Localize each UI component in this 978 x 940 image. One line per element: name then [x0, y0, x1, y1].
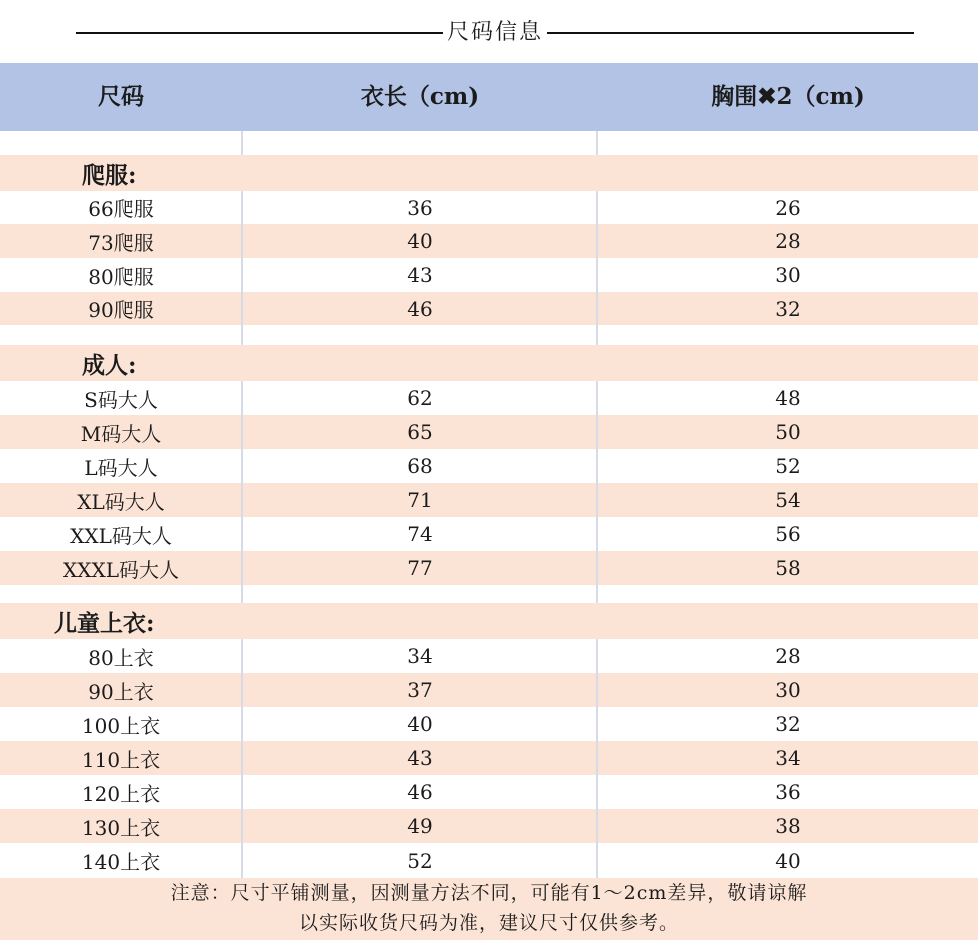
- chest-cell: 26: [775, 195, 801, 220]
- size-cell: 90上衣: [88, 679, 154, 704]
- spacer-row: [0, 585, 978, 603]
- chest-cell: 28: [775, 229, 801, 253]
- spacer-row: [0, 131, 978, 155]
- section-title-row: [0, 603, 978, 639]
- chest-cell: 48: [775, 386, 801, 410]
- table-row: [0, 673, 978, 707]
- chest-cell: 34: [775, 746, 801, 770]
- table-row: [0, 741, 978, 775]
- length-cell: 49: [407, 814, 433, 838]
- column-divider: [596, 325, 598, 345]
- table-row: [0, 381, 978, 415]
- chest-cell: 28: [775, 644, 801, 668]
- table-header: [0, 63, 978, 131]
- length-cell: 37: [407, 678, 433, 702]
- length-cell: 40: [407, 712, 433, 736]
- section-title: 成人:: [82, 351, 137, 379]
- table-row: [0, 483, 978, 517]
- size-cell: 110上衣: [81, 747, 161, 772]
- column-divider: [241, 131, 243, 155]
- size-cell: 66爬服: [88, 197, 154, 221]
- size-cell: 100上衣: [81, 713, 161, 738]
- size-cell: 80爬服: [88, 264, 154, 289]
- chest-cell: 52: [775, 454, 801, 478]
- title-text: 尺码信息: [447, 20, 544, 45]
- table-row: [0, 551, 978, 585]
- chest-cell: 36: [775, 780, 801, 804]
- size-cell: L码大人: [84, 455, 158, 480]
- size-cell: 80上衣: [88, 645, 154, 670]
- length-cell: 34: [407, 644, 433, 668]
- table-row: [0, 224, 978, 258]
- length-cell: 71: [407, 488, 433, 512]
- length-cell: 77: [407, 556, 433, 580]
- section-title: 儿童上衣:: [54, 609, 155, 637]
- length-cell: 74: [407, 522, 433, 546]
- size-cell: S码大人: [84, 387, 158, 412]
- table-row: [0, 449, 978, 483]
- column-divider: [241, 325, 243, 345]
- size-cell: 73爬服: [88, 230, 154, 255]
- footer-line-1: 注意：尺寸平铺测量，因测量方法不同，可能有1～2cm差异，敬请谅解: [170, 882, 808, 904]
- length-cell: 46: [407, 780, 433, 804]
- chest-cell: 58: [775, 556, 801, 580]
- table-row: [0, 843, 978, 878]
- header-size: 尺码: [98, 83, 144, 110]
- size-cell: M码大人: [80, 421, 162, 446]
- length-cell: 43: [407, 746, 433, 770]
- footer-note: [0, 878, 978, 940]
- table-row: [0, 191, 978, 224]
- footer-line-2: 以实际收货尺码为准，建议尺寸仅供参考。: [298, 912, 679, 934]
- length-cell: 43: [407, 263, 433, 287]
- size-cell: 120上衣: [81, 781, 161, 806]
- section-title: 爬服:: [82, 161, 137, 189]
- size-cell: 130上衣: [81, 815, 161, 840]
- chest-cell: 38: [775, 814, 801, 838]
- length-cell: 36: [407, 195, 433, 220]
- table-row: [0, 775, 978, 809]
- length-cell: 65: [407, 420, 433, 444]
- size-info-title: [76, 16, 914, 50]
- title-rule-left: [76, 32, 443, 34]
- chest-cell: 50: [775, 420, 801, 444]
- table-row: [0, 292, 978, 325]
- length-cell: 52: [407, 848, 433, 873]
- size-table-body: [0, 131, 978, 878]
- chest-cell: 40: [775, 848, 801, 873]
- length-cell: 40: [407, 229, 433, 253]
- size-cell: XXXL码大人: [63, 557, 179, 582]
- spacer-row: [0, 325, 978, 345]
- section-title-row: [0, 345, 978, 381]
- column-divider: [596, 131, 598, 155]
- chest-cell: 54: [775, 488, 801, 512]
- chest-cell: 32: [775, 712, 801, 736]
- length-cell: 46: [407, 296, 433, 321]
- size-cell: XXL码大人: [70, 523, 172, 548]
- header-chest: 胸围✖2（cm): [711, 83, 865, 110]
- column-divider: [241, 585, 243, 603]
- chest-cell: 30: [775, 263, 801, 287]
- table-row: [0, 517, 978, 551]
- length-cell: 68: [407, 454, 433, 478]
- column-divider: [596, 585, 598, 603]
- table-row: [0, 415, 978, 449]
- section-title-row: [0, 155, 978, 191]
- chest-cell: 56: [775, 522, 801, 546]
- chest-cell: 32: [775, 296, 801, 321]
- size-cell: XL码大人: [77, 489, 165, 514]
- table-row: [0, 639, 978, 673]
- title-rule-right: [547, 32, 914, 34]
- header-length: 衣长（cm): [360, 83, 480, 110]
- chest-cell: 30: [775, 678, 801, 702]
- size-cell: 140上衣: [81, 850, 161, 874]
- table-row: [0, 809, 978, 843]
- size-cell: 90爬服: [88, 298, 154, 322]
- length-cell: 62: [407, 386, 433, 410]
- table-row: [0, 707, 978, 741]
- table-row: [0, 258, 978, 292]
